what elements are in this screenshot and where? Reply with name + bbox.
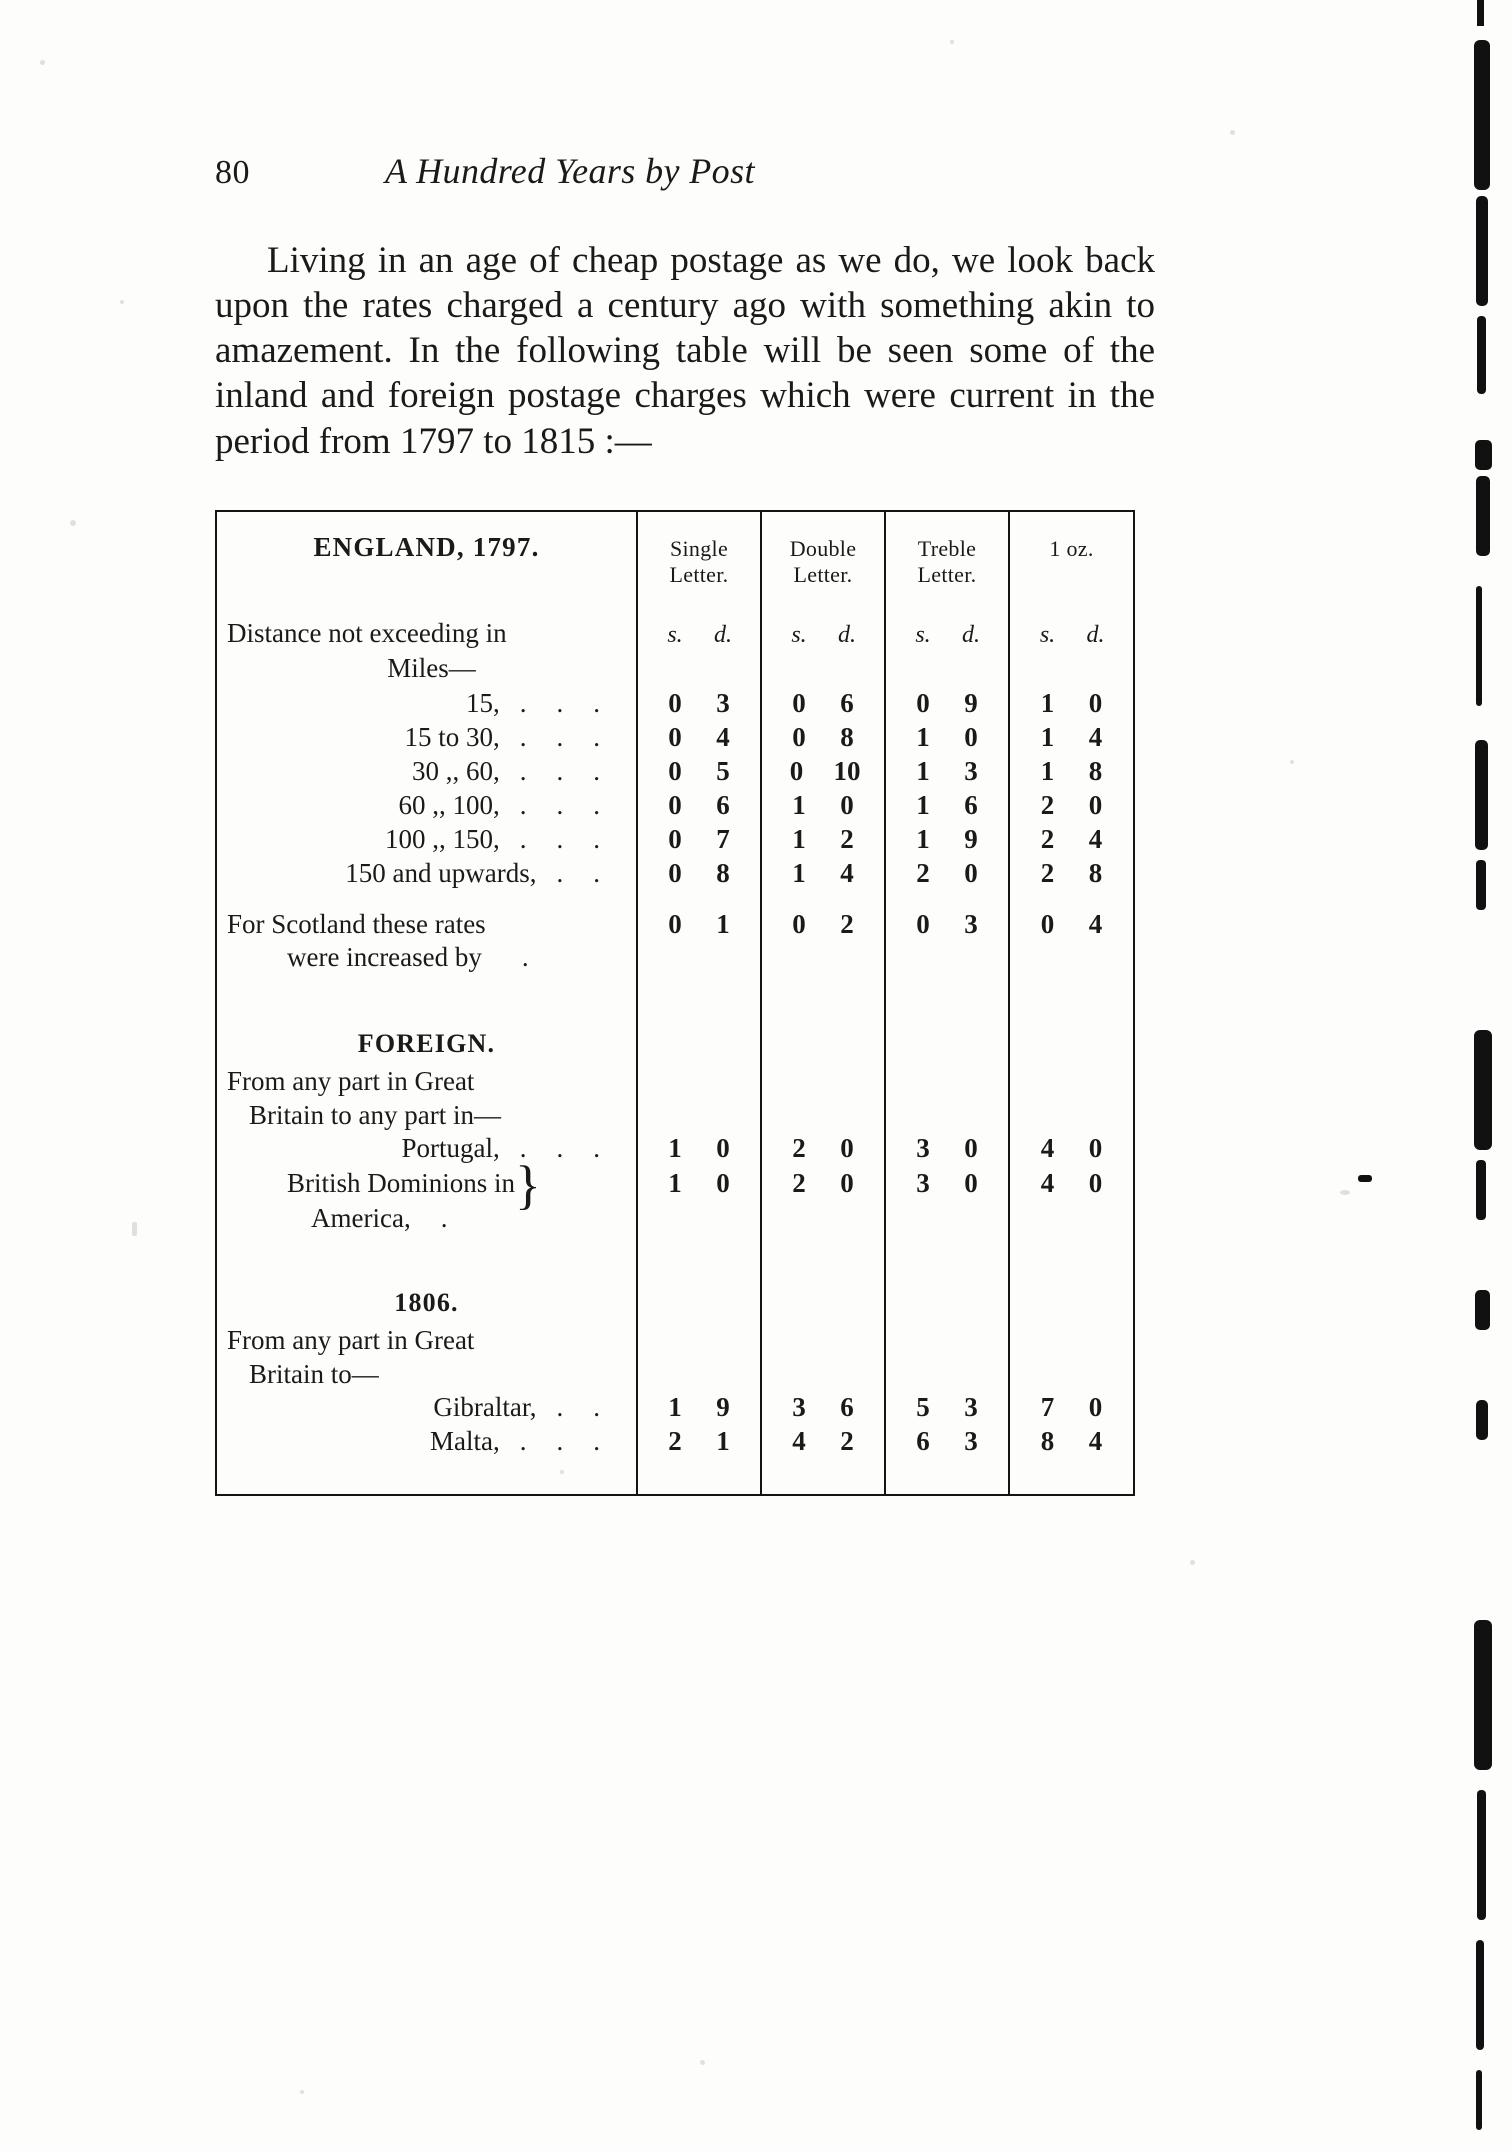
scan-speckle	[1190, 1560, 1195, 1565]
row-value-double: 2 0	[761, 1133, 885, 1167]
row-label: 15 to 30, ...	[404, 721, 630, 752]
postage-rates-table	[215, 510, 1135, 1496]
running-title: A Hundred Years by Post	[385, 151, 755, 191]
scan-speckle	[132, 1222, 137, 1236]
table-spacer-row	[217, 1234, 1133, 1268]
table-row	[217, 1133, 1133, 1167]
row-value-single: 1 0	[637, 1167, 761, 1234]
row-value-treble: 3 0	[885, 1167, 1009, 1234]
scan-speckle	[70, 520, 76, 526]
table-row	[217, 1167, 1133, 1234]
row-value-ounce: 2 4	[1009, 824, 1133, 858]
scan-speckle	[950, 40, 954, 44]
year-1806-lead-text: From any part in Great Britain to—	[227, 1325, 475, 1389]
scan-speckle	[1290, 760, 1294, 764]
row-value-treble: 1 6	[885, 790, 1009, 824]
scan-speckle	[40, 60, 45, 65]
table-row	[217, 790, 1133, 824]
row-value-single: 0 4	[637, 722, 761, 756]
row-label-braced: British Dominions in} America, .	[287, 1155, 541, 1233]
row-label: 100 ,, 150, ...	[385, 823, 630, 854]
page-number: 80	[215, 154, 250, 191]
row-value-ounce: 2 8	[1009, 858, 1133, 892]
unit-header-double: s. d.	[761, 612, 885, 688]
year-1806-lead-row	[217, 1324, 1133, 1392]
row-label: 60 ,, 100, ...	[398, 789, 630, 820]
row-value-treble: 6 3	[885, 1426, 1009, 1460]
unit-header-ounce: s. d.	[1009, 612, 1133, 688]
foreign-lead-text: From any part in Great Britain to any part in—	[227, 1066, 501, 1130]
row-value-single: 0 7	[637, 824, 761, 858]
row-value-treble: 3 0	[885, 1133, 1009, 1167]
row-value-double: 3 6	[761, 1392, 885, 1426]
row-label: 150 and upwards, ..	[345, 857, 630, 888]
table-spacer-row	[217, 975, 1133, 1009]
column-header-double: Double Letter.	[761, 512, 885, 596]
row-value-double: 2 0	[761, 1167, 885, 1234]
unit-header-single: s. d.	[637, 612, 761, 688]
row-value-single: 0 8	[637, 858, 761, 892]
scotland-value-ounce: 0 4	[1009, 908, 1133, 976]
table-row	[217, 858, 1133, 892]
row-value-double: 4 2	[761, 1426, 885, 1460]
row-value-treble: 2 0	[885, 858, 1009, 892]
scotland-note-row	[217, 908, 1133, 976]
row-value-double: 1 2	[761, 824, 885, 858]
row-value-double: 1 4	[761, 858, 885, 892]
table-header-row	[217, 512, 1133, 596]
table-row	[217, 824, 1133, 858]
table-row	[217, 1426, 1133, 1460]
page-header	[215, 150, 1155, 192]
row-label: Malta, ...	[430, 1425, 630, 1456]
row-value-ounce: 4 0	[1009, 1167, 1133, 1234]
scan-binding-edge	[1382, 0, 1512, 2152]
table-spacer-row	[217, 892, 1133, 908]
row-label: Portugal, ...	[401, 1132, 630, 1163]
year-1806-title-row	[217, 1268, 1133, 1324]
scotland-note: For Scotland these rates were increased by .	[227, 908, 529, 973]
distance-subtitle-row	[217, 612, 1133, 688]
table-row	[217, 688, 1133, 722]
row-value-double: 1 0	[761, 790, 885, 824]
column-header-single: Single Letter.	[637, 512, 761, 596]
row-value-single: 0 6	[637, 790, 761, 824]
table-row	[217, 756, 1133, 790]
row-value-ounce: 2 0	[1009, 790, 1133, 824]
scotland-value-double: 0 2	[761, 908, 885, 976]
row-value-double: 0 8	[761, 722, 885, 756]
table-row	[217, 1392, 1133, 1426]
row-value-single: 1 0	[637, 1133, 761, 1167]
row-value-double: 0 10	[761, 756, 885, 790]
row-label: 30 ,, 60, ...	[412, 755, 630, 786]
column-header-treble: Treble Letter.	[885, 512, 1009, 596]
scan-speckle	[1230, 130, 1235, 135]
row-value-ounce: 4 0	[1009, 1133, 1133, 1167]
scan-speckle	[300, 2090, 304, 2094]
row-value-ounce: 1 4	[1009, 722, 1133, 756]
scotland-value-single: 0 1	[637, 908, 761, 976]
row-value-single: 2 1	[637, 1426, 761, 1460]
scan-speckle	[700, 2060, 705, 2065]
foreign-title-row	[217, 1009, 1133, 1065]
row-value-single: 0 3	[637, 688, 761, 722]
section-title-england: ENGLAND, 1797.	[313, 531, 540, 562]
row-value-ounce: 8 4	[1009, 1426, 1133, 1460]
table-spacer-row	[217, 1460, 1133, 1494]
row-value-treble: 1 3	[885, 756, 1009, 790]
row-value-treble: 1 9	[885, 824, 1009, 858]
row-value-single: 1 9	[637, 1392, 761, 1426]
row-value-single: 0 5	[637, 756, 761, 790]
scan-speckle	[120, 300, 124, 304]
row-value-treble: 1 0	[885, 722, 1009, 756]
table-row	[217, 722, 1133, 756]
unit-header-treble: s. d.	[885, 612, 1009, 688]
paragraph-text: Living in an age of cheap postage as we do, we look back upon the rates charged a century ago with something akin to amazement. In the following table will be seen some of the inland and foreign postage charges which were current in the period from 1797 to 1815 :—	[215, 240, 1155, 462]
row-value-ounce: 1 0	[1009, 688, 1133, 722]
distance-subtitle: Distance not exceeding in Miles—	[227, 617, 507, 683]
foreign-lead-row	[217, 1065, 1133, 1133]
row-value-treble: 0 9	[885, 688, 1009, 722]
scotland-value-treble: 0 3	[885, 908, 1009, 976]
page-content	[215, 150, 1155, 1496]
scan-speckle	[1340, 1190, 1350, 1195]
body-paragraph	[215, 238, 1155, 464]
row-value-treble: 5 3	[885, 1392, 1009, 1426]
row-label: 15, ...	[466, 687, 630, 718]
row-label: Gibraltar, ..	[433, 1391, 630, 1422]
row-value-ounce: 1 8	[1009, 756, 1133, 790]
row-value-ounce: 7 0	[1009, 1392, 1133, 1426]
column-header-ounce: 1 oz.	[1009, 512, 1133, 596]
section-title-foreign: FOREIGN.	[357, 1029, 496, 1059]
row-value-double: 0 6	[761, 688, 885, 722]
section-title-1806: 1806.	[394, 1288, 459, 1318]
